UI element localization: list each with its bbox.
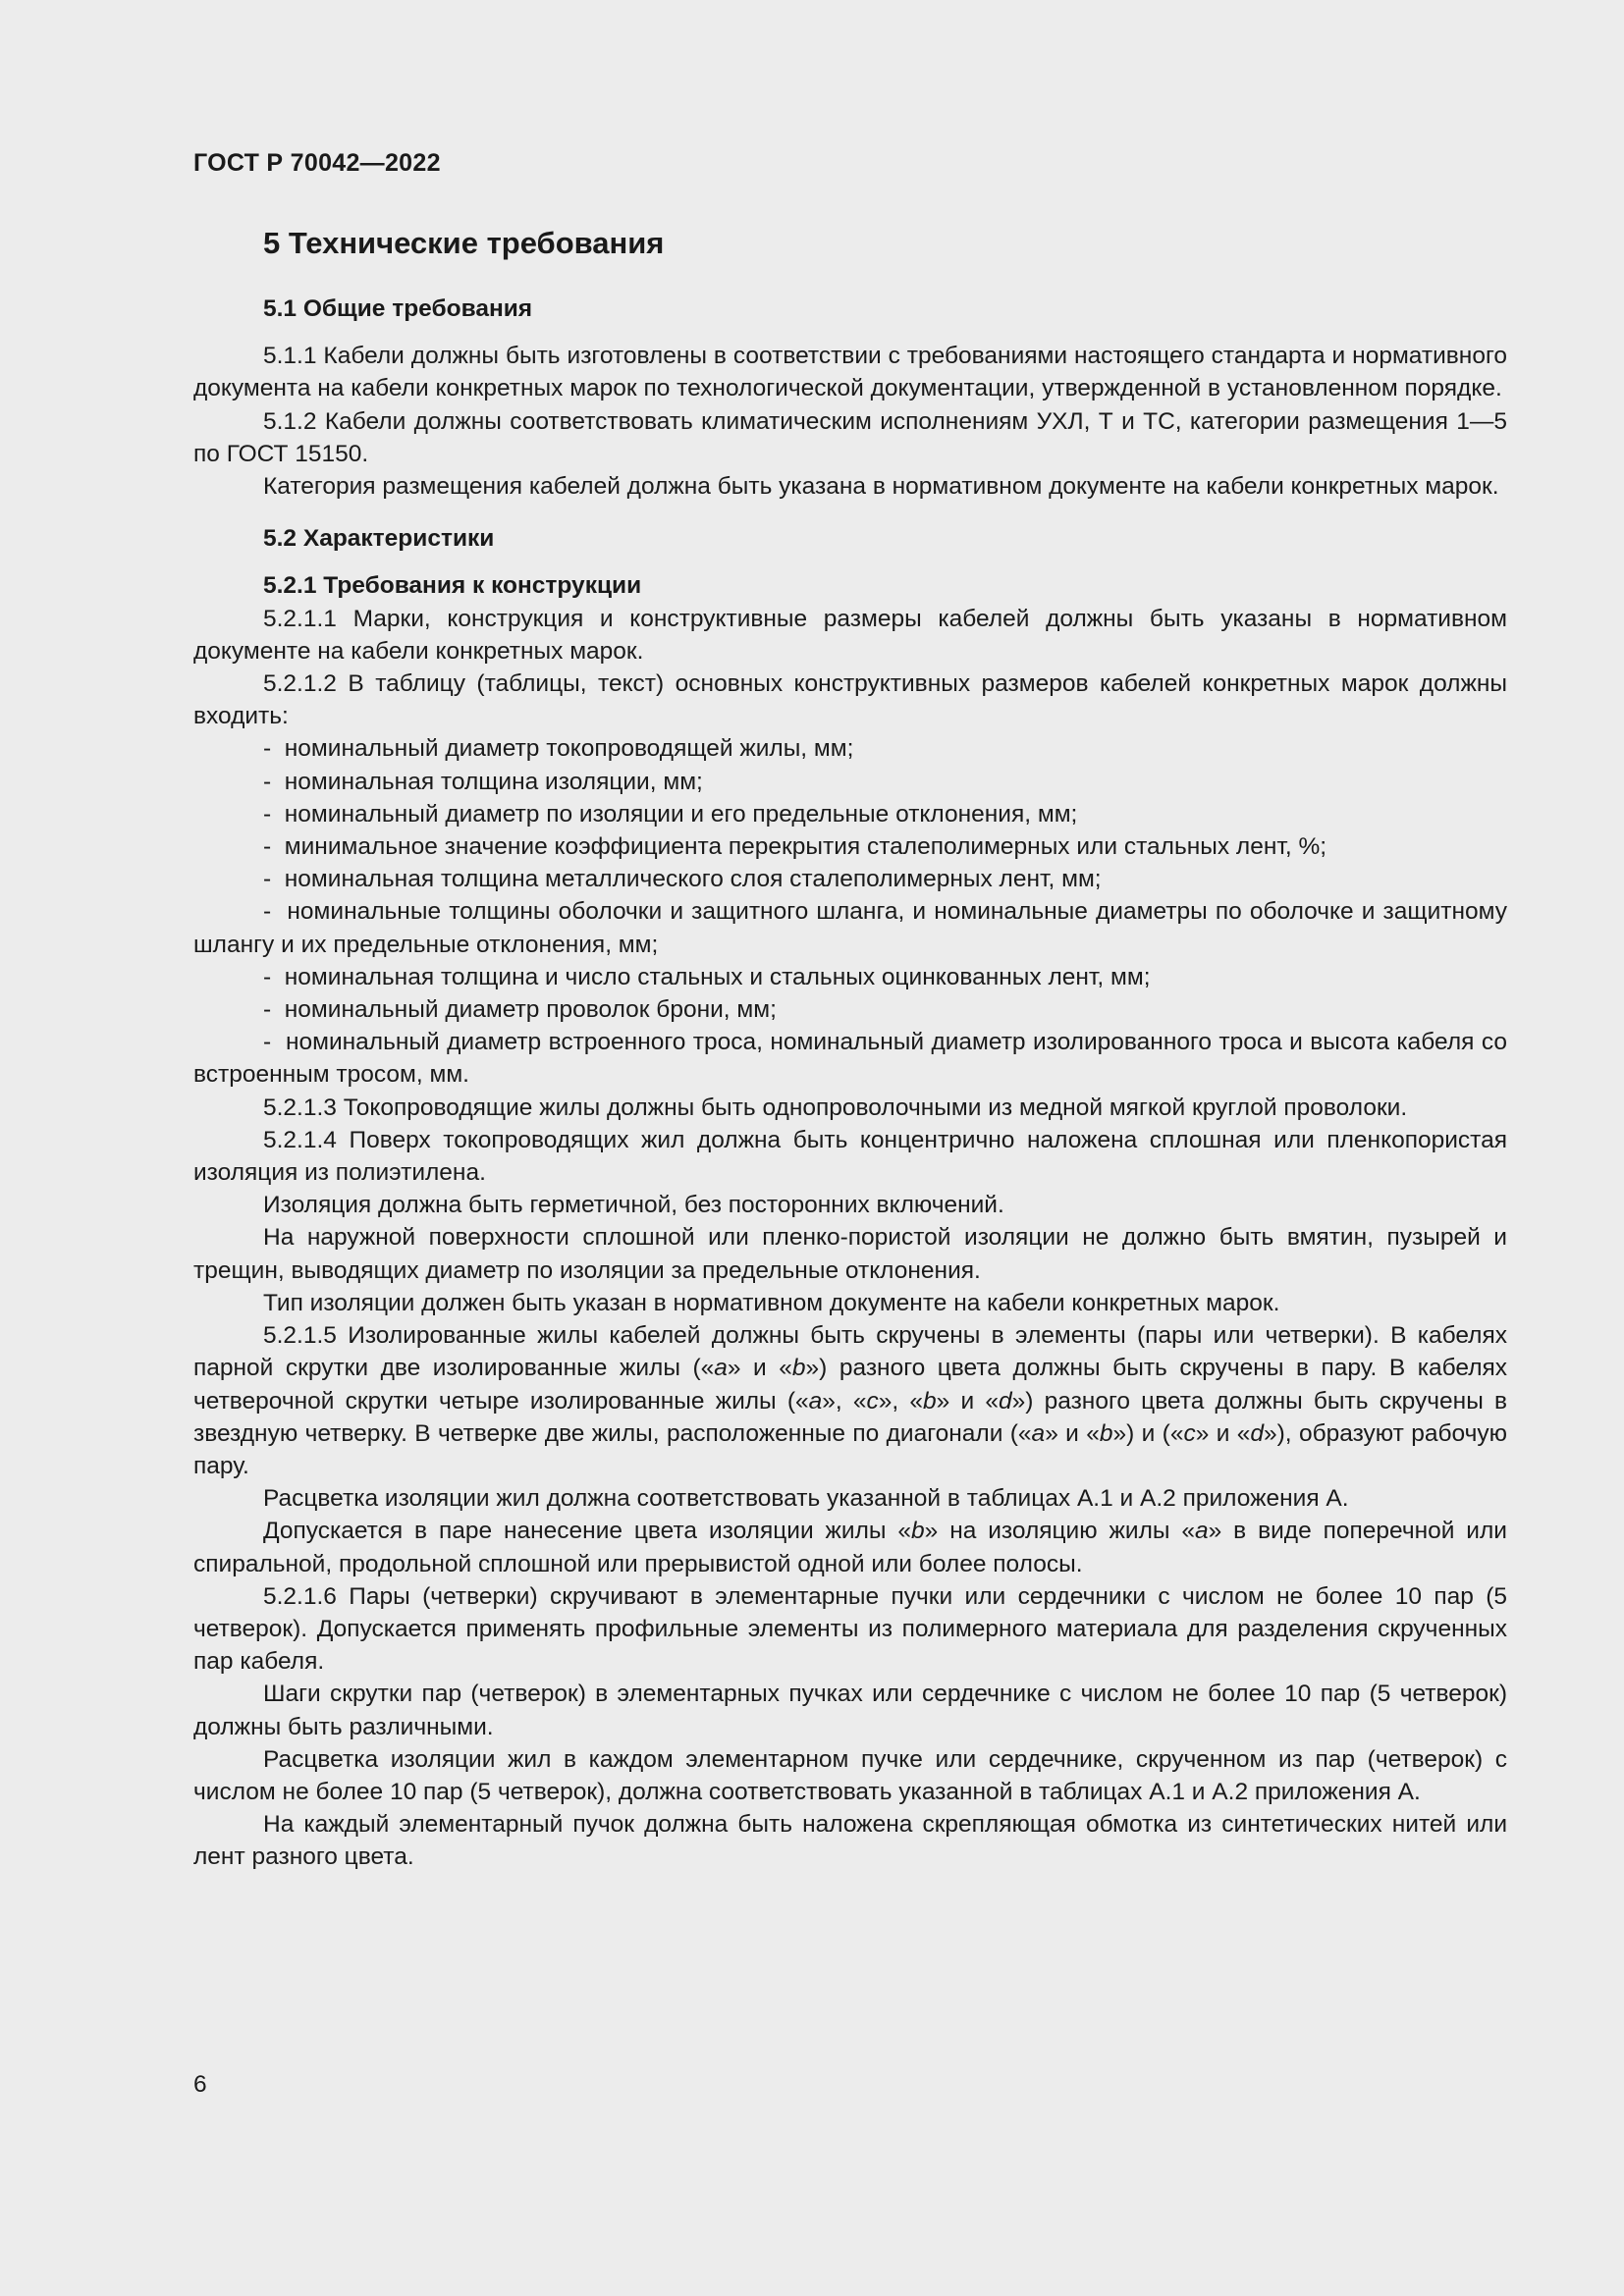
text-segment: », « [822,1387,867,1415]
text-segment: » и « [727,1355,792,1382]
paragraph-5-2-1-6-wrapping: На каждый элементарный пучок должна быть наложена скрепляющая обмотка из синтетических нитей или лент разного цвета. [193,1811,1507,1871]
list-item: - номинальная толщина металлического слоя сталеполимерных лент, мм; [193,863,1507,895]
paragraph-5-2-1-4: 5.2.1.4 Поверх токопроводящих жил должна быть концентрично наложена сплошная или пленкопористая изоляция из полиэтилена. [193,1126,1507,1187]
wire-label-a: a [714,1355,728,1382]
wire-label-a: a [808,1387,823,1415]
text-segment: » в виде поперечной или спиральной, продольной сплошной или прерывистой одной или более полосы. [193,1518,1507,1577]
text-segment: » и « [936,1387,999,1415]
list-item: - номинальная толщина изоляции, мм; [193,766,1507,798]
list-item: - минимальное значение коэффициента перекрытия сталеполимерных или стальных лент, %; [193,830,1507,863]
list-item: - номинальный диаметр по изоляции и его предельные отклонения, мм; [193,798,1507,830]
wire-label-c: c [1183,1419,1196,1447]
section-5-1-title: 5.1 Общие требования [263,295,533,322]
text-segment: » и « [1195,1419,1251,1447]
paragraph-5-1-1: 5.1.1 Кабели должны быть изготовлены в соответствии с требованиями настоящего стандарта и нормативного документа на кабели конкретных марок по технологической документации, утвержденной в установленном порядке. [193,343,1507,402]
section-5-2-title: 5.2 Характеристики [263,525,495,553]
list-item: - номинальная толщина и число стальных и стальных оцинкованных лент, мм; [193,961,1507,993]
page-number: 6 [193,2071,207,2098]
paragraph-5-2-1-4-type: Тип изоляции должен быть указан в нормативном документе на кабели конкретных марок. [263,1289,1280,1316]
text-segment: » на изоляцию жилы « [924,1518,1196,1545]
paragraph-5-2-1-2: 5.2.1.2 В таблицу (таблицы, текст) основных конструктивных размеров кабелей конкретных марок должны входить: [193,670,1507,730]
wire-label-b: b [911,1518,925,1545]
paragraph-5-1-2-note: Категория размещения кабелей должна быть указана в нормативном документе на кабели конкретных марок. [263,473,1499,501]
text-segment: » и « [1045,1419,1100,1447]
wire-label-a: a [1195,1518,1209,1545]
paragraph-5-2-1-5-marking [193,1515,1507,1579]
list-item: - номинальный диаметр проволок брони, мм; [193,993,1507,1026]
text-segment: ») и (« [1112,1419,1184,1447]
text-segment: Допускается в паре нанесение цвета изоляции жилы « [263,1518,912,1545]
paragraph-5-1-2: 5.1.2 Кабели должны соответствовать климатическим исполнениям УХЛ, Т и ТС, категории размещения 1—5 по ГОСТ 15150. [193,407,1507,467]
paragraph-5-2-1-3: 5.2.1.3 Токопроводящие жилы должны быть однопроволочными из медной мягкой круглой проволоки. [263,1094,1408,1121]
wire-label-b: b [1099,1419,1113,1447]
paragraph-5-2-1-1: 5.2.1.1 Марки, конструкция и конструктивные размеры кабелей должны быть указаны в нормативном документе на кабели конкретных марок. [193,605,1507,665]
wire-label-d: d [1250,1419,1265,1447]
text-segment: ») разного цвета должны быть скручены в звездную четверку. В четверке две жилы, расположенные по диагонали (« [193,1387,1507,1447]
paragraph-5-2-1-6-colors: Расцветка изоляции жил в каждом элементарном пучке или сердечнике, скрученном из пар (четверок) с числом не более 10 пар (5 четверок), должна соответствовать указанной в таблицах А.1 и А.2 приложения А. [193,1745,1507,1805]
text-segment: », « [878,1387,924,1415]
list-item: - номинальный диаметр токопроводящей жилы, мм; [193,732,1507,765]
paragraph-5-2-1-5 [193,1319,1507,1482]
paragraph-5-2-1-6: 5.2.1.6 Пары (четверки) скручивают в элементарные пучки или сердечники с числом не более 10 пар (5 четверок). Допускается применять профильные элементы из полимерного материала для разделения скрученных пар кабеля. [193,1582,1507,1676]
section-5-2-1-title: 5.2.1 Требования к конструкции [263,572,642,600]
text-segment: ») разного цвета должны быть скручены в пару. В кабелях четверочной скрутки четыре изолированные жилы (« [193,1355,1508,1415]
section-5-title: 5 Технические требования [263,226,665,260]
wire-label-d: d [998,1387,1012,1415]
paragraph-5-2-1-5-colors: Расцветка изоляции жил должна соответствовать указанной в таблицах А.1 и А.2 приложения А. [263,1485,1349,1513]
dimension-list [193,732,1507,1091]
wire-label-c: c [866,1387,879,1415]
paragraph-5-2-1-4-sealed: Изоляция должна быть герметичной, без посторонних включений. [263,1192,1004,1219]
document-code-header: ГОСТ Р 70042—2022 [193,149,441,177]
wire-label-a: a [1031,1419,1046,1447]
list-item: - номинальные толщины оболочки и защитного шланга, и номинальные диаметры по оболочке и защитному шлангу и их предельные отклонения, мм; [193,895,1507,960]
wire-label-b: b [923,1387,937,1415]
wire-label-b: b [791,1355,806,1382]
document-body [193,224,1507,1874]
text-segment: »), образуют рабочую пару. [193,1419,1507,1479]
paragraph-5-2-1-4-surface: На наружной поверхности сплошной или пленко-пористой изоляции не должно быть вмятин, пузырей и трещин, выводящих диаметр по изоляции за предельные отклонения. [193,1224,1507,1284]
text-segment: 5.2.1.5 Изолированные жилы кабелей должны быть скручены в элементы (пары или четверки). В кабелях парной скрутки две изолированные жилы (« [193,1322,1507,1382]
paragraph-5-2-1-6-steps: Шаги скрутки пар (четверок) в элементарных пучках или сердечнике с числом не более 10 пар (5 четверок) должны быть различными. [193,1681,1507,1740]
list-item: - номинальный диаметр встроенного троса, номинальный диаметр изолированного троса и высота кабеля со встроенным тросом, мм. [193,1026,1507,1091]
